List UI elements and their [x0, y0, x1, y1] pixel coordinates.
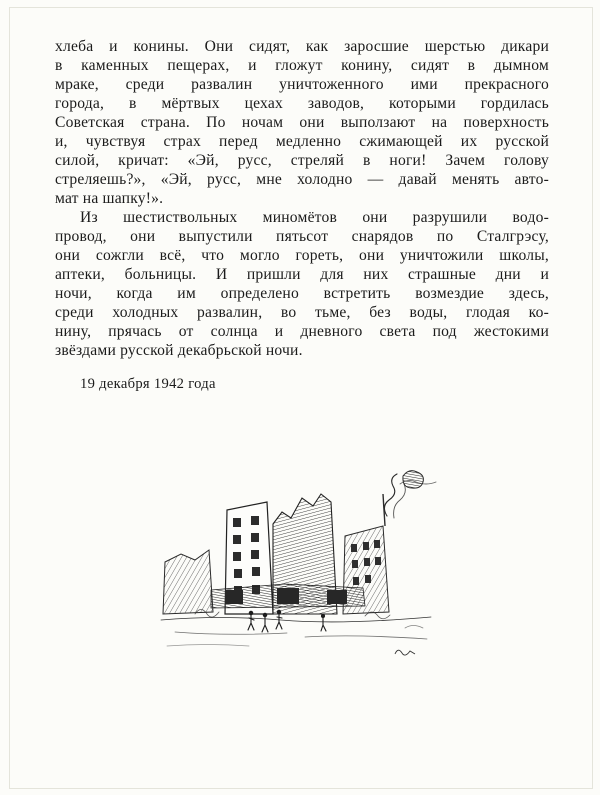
- dateline: 19 декабря 1942 года: [80, 376, 216, 392]
- text-line: в каменных пещерах, и гложут конину, сидят в дымном: [55, 57, 549, 74]
- text-line: среди холодных развалин, во тьме, без воды, глодая ко-: [55, 304, 549, 321]
- smoke: [384, 471, 436, 518]
- rubble-ground: [161, 610, 431, 647]
- text-line: города, в мёртвых цехах заводов, которыми гордилась: [55, 95, 549, 112]
- text-line: и, чувствуя страх перед медленно сжимающей их русской: [55, 133, 549, 150]
- text-line: они сожгли всё, что могло гореть, они уничтожили школы,: [55, 247, 549, 264]
- text-line: ночи, когда им определено встретить возмездие здесь,: [55, 285, 549, 302]
- text-line: силой, кричат: «Эй, русс, стреляй в ноги! Зачем голову: [55, 152, 549, 169]
- text-line: стреляешь?», «Эй, русс, мне холодно — давай менять авто-: [55, 171, 549, 188]
- ink-sketch: [155, 462, 445, 677]
- paragraph-1: [55, 37, 549, 208]
- artist-signature: [395, 650, 415, 655]
- body-text: [55, 37, 549, 394]
- text-line: мат на шапку!».: [55, 190, 164, 207]
- text-line: мраке, среди развалин уничтоженного ими прекрасного: [55, 76, 549, 93]
- illustration-ruined-city: [155, 462, 445, 677]
- text-line: нину, прячась от солнца и дневного света под жестокими: [55, 323, 549, 340]
- text-line: звёздами русской декабрьской ночи.: [55, 342, 303, 359]
- text-line: Советская страна. По ночам они выползают на поверхность: [55, 114, 549, 131]
- text-line: аптеки, больницы. И пришли для них страшные дни и: [55, 266, 549, 283]
- paragraph-2: [55, 208, 549, 360]
- ruined-buildings: [163, 494, 389, 614]
- text-line: Из шестиствольных миномётов они разрушили водо-: [80, 209, 549, 226]
- text-line: хлеба и конины. Они сидят, как заросшие шерстью дикари: [55, 38, 549, 55]
- text-line: провод, они выпустили пятьсот снарядов по Сталгрэсу,: [55, 228, 549, 245]
